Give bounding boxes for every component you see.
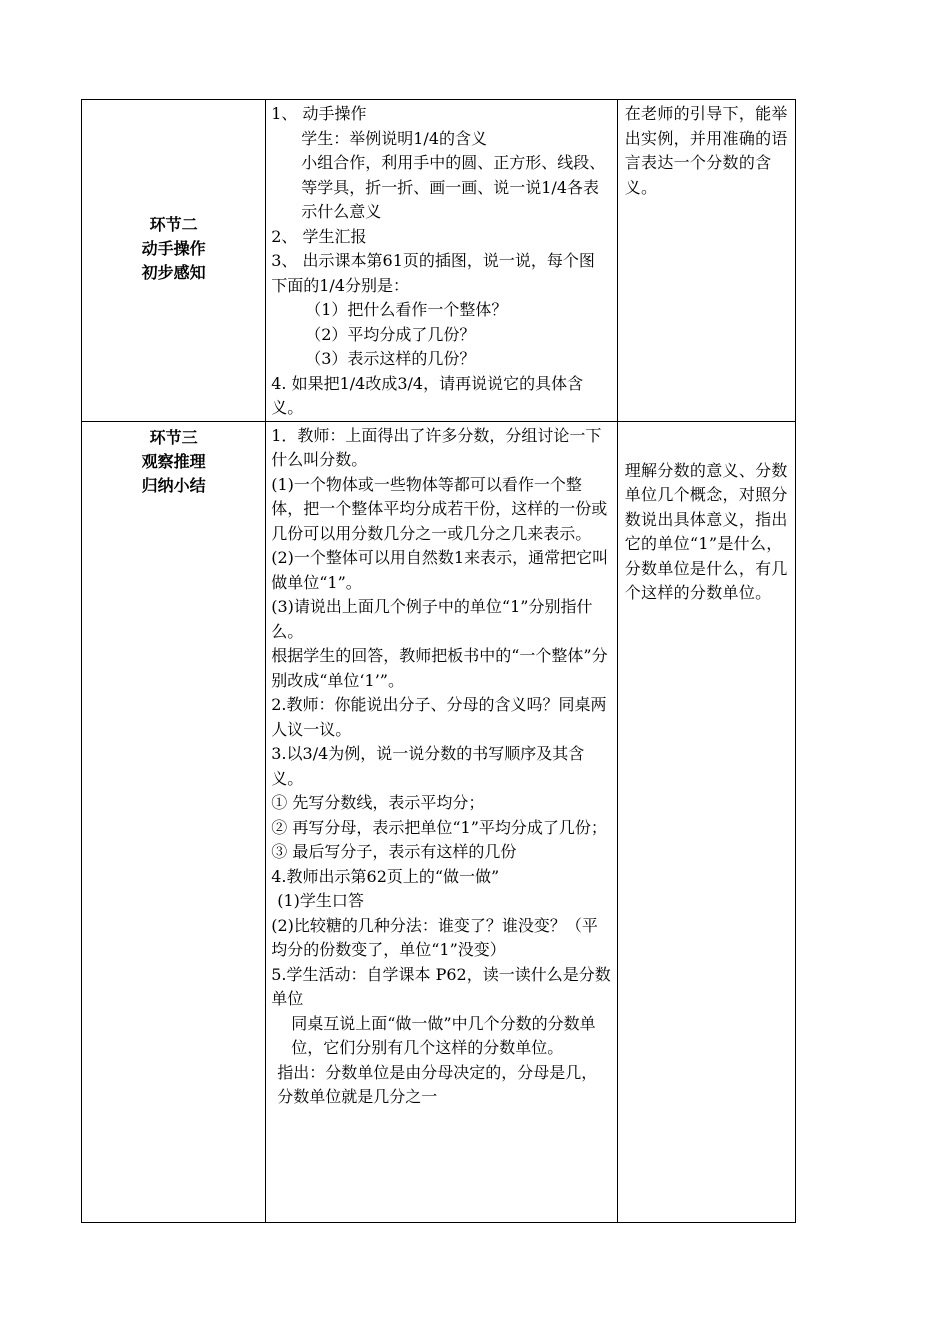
content-line: 3、 出示课本第61页的插图，说一说，每个图下面的1/4分别是： <box>271 251 595 295</box>
content-line: 学生：举例说明1/4的含义 <box>301 128 488 148</box>
content-line: (2)比较糖的几种分法：谁变了？谁没变？（平均分的份数变了，单位“1”没变） <box>271 915 598 959</box>
table-row <box>82 421 796 1222</box>
content-line: 小组合作，利用手中的圆、正方形、线段、等学具，折一折、画一画、说一说1/4各表示什么意义 <box>301 153 606 221</box>
content-line: 1、 动手操作 <box>271 104 367 123</box>
content-line: （3）表示这样的几份？ <box>305 349 476 368</box>
content-line: (2)一个整体可以用自然数1来表示，通常把它叫做单位“1”。 <box>271 548 609 592</box>
stage-cell <box>82 421 266 1222</box>
content-line: 5.学生活动：自学课本 P62，读一读什么是分数单位 <box>271 964 611 1008</box>
goal-cell <box>617 100 795 422</box>
stage-label: 环节三 观察推理 归纳小结 <box>141 427 206 495</box>
content-line: 1．教师：上面得出了许多分数，分组讨论一下什么叫分数。 <box>271 425 602 469</box>
content-line: 同桌互说上面“做一做”中几个分数的分数单位，它们分别有几个这样的分数单位。 <box>291 1013 596 1057</box>
table-row <box>82 100 796 422</box>
stage-label: 环节二 动手操作 初步感知 <box>141 215 206 282</box>
content-line: (3)请说出上面几个例子中的单位“1”分别指什么。 <box>271 597 593 641</box>
content-cell <box>266 421 617 1222</box>
content-line: （2）平均分成了几份？ <box>305 324 476 344</box>
stage-cell <box>82 100 266 422</box>
content-line: 指出：分数单位是由分母决定的，分母是几，分数单位就是几分之一 <box>277 1062 598 1106</box>
goal-cell <box>617 421 795 1222</box>
content-text <box>266 100 616 421</box>
content-line: 4.教师出示第62页上的“做一做” <box>271 866 500 886</box>
content-line: 4. 如果把1/4改成3/4，请再说说它的具体含义。 <box>271 373 584 417</box>
content-line: ① 先写分数线，表示平均分； <box>271 793 485 812</box>
content-line: 2.教师：你能说出分子、分母的含义吗？同桌两人议一议。 <box>271 695 607 739</box>
content-line: ② 再写分母，表示把单位“1”平均分成了几份； <box>271 817 607 837</box>
lesson-plan-table <box>81 99 796 1223</box>
goal-text: 在老师的引导下，能举出实例，并用准确的语言表达一个分数的含义。 <box>624 104 788 197</box>
content-line: 2、 学生汇报 <box>271 226 367 246</box>
goal-text: 理解分数的意义、分数单位几个概念，对照分数说出具体意义，指出它的单位“1”是什么，分数单位是什么，有几个这样的分数单位。 <box>624 460 788 602</box>
content-cell <box>266 100 617 422</box>
content-text <box>266 422 616 1110</box>
content-line: (1)一个物体或一些物体等都可以看作一个整体，把一个整体平均分成若干份，这样的一份或几份可以用分数几分之一或几分之几来表示。 <box>271 474 608 543</box>
content-line: ③ 最后写分子，表示有这样的几份 <box>271 842 517 861</box>
content-line: (1)学生口答 <box>277 891 364 910</box>
content-line: （1）把什么看作一个整体？ <box>305 300 508 319</box>
content-line: 3.以3/4为例，说一说分数的书写顺序及其含义。 <box>271 744 585 788</box>
content-line: 根据学生的回答，教师把板书中的“一个整体”分别改成“单位‘1’”。 <box>271 646 608 690</box>
